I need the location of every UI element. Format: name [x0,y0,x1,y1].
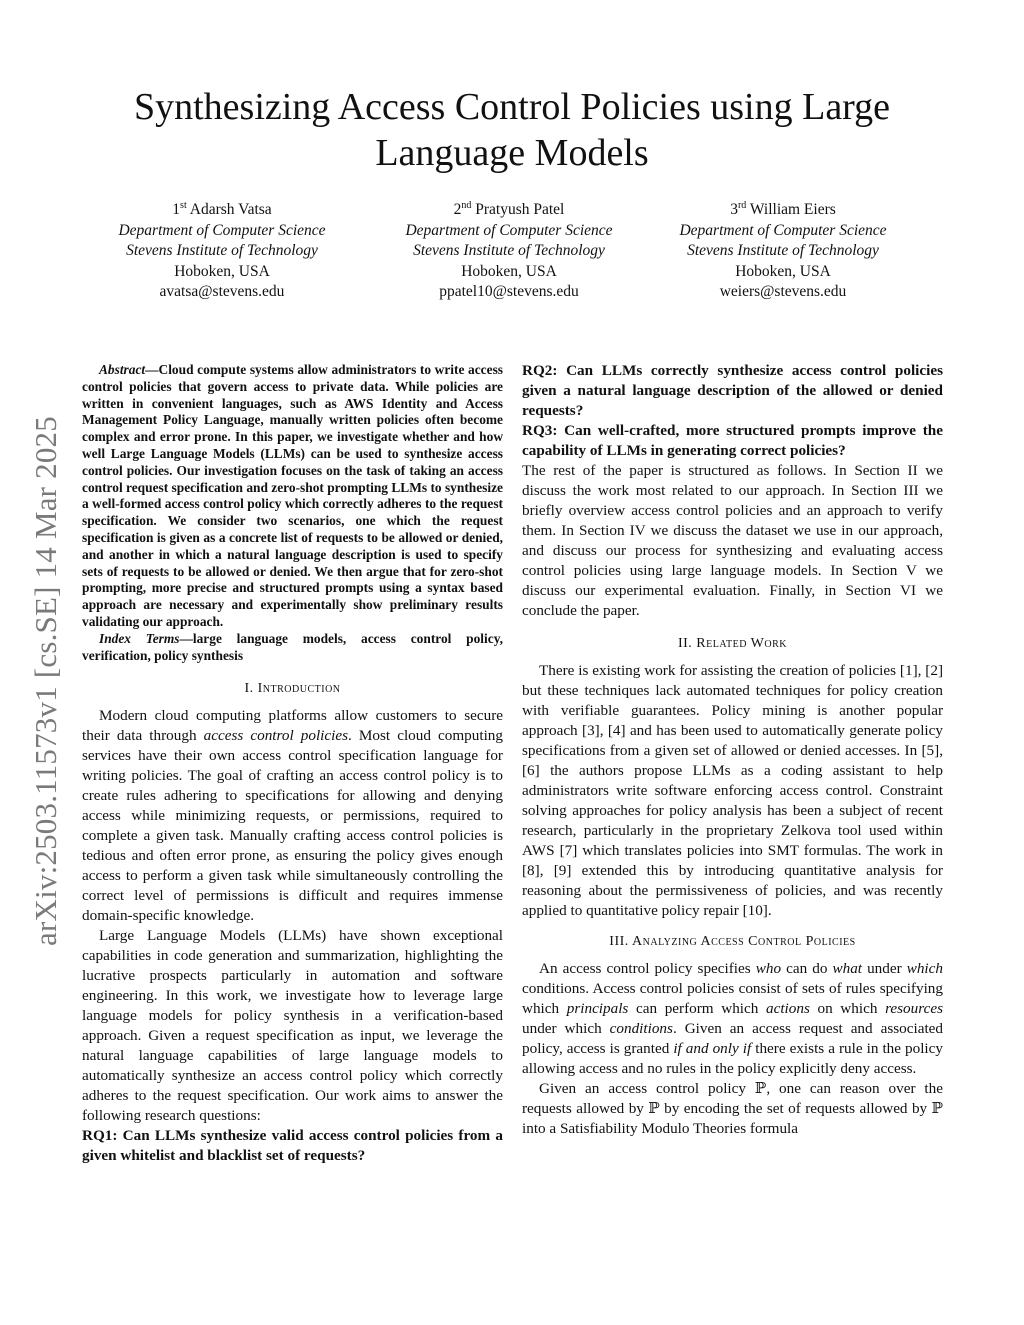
author-2 [374,200,644,303]
author-2-email: ppatel10@stevens.edu [439,283,579,300]
author-block [0,200,1024,310]
abstract-label: Abstract [99,362,146,377]
author-2-name: Pratyush Patel [475,201,565,218]
section-heading-related-work: II. Related Work [677,636,787,651]
analyzing-paragraph-1 [522,959,943,1079]
research-question-1: RQ1: Can LLMs synthesize valid access control policies from a given whitelist and blacklist set of requests? [82,1127,503,1165]
related-paragraph-1: There is existing work for assisting the creation of policies [1], [2] but these techniques lack automated techniques for policy creation with verifiable guarantees. Policy mining is another popular approach [3], [4] and has been used to automatically generate policy specifications from a given set of allowed or denied accesses. In [5], [6] the authors propose LLMs as a coding assistant to help administrators write software enforcing access control. Constraint solving approaches for policy analysis has been a subject of recent research, particularly in the proprietary Zelkova tool used within AWS [7] which translates policies into SMT formulas. The work in [8], [9] extended this by introducing quantitative analysis for reasoning about the permissiveness of policies, and was recently applied to quantitative policy repair [10]. [522,662,943,919]
author-3-inst: Stevens Institute of Technology [687,242,879,259]
author-1-name: Adarsh Vatsa [189,201,272,218]
research-question-2: RQ2: Can LLMs correctly synthesize access control policies given a natural language description of the allowed or denied requests? [522,362,943,419]
author-2-dept: Department of Computer Science [405,221,613,239]
author-3-location: Hoboken, USA [735,262,831,280]
author-1 [87,200,357,303]
research-question-3: RQ3: Can well-crafted, more structured prompts improve the capability of LLMs in generating correct policies? [522,422,943,459]
ap1-which: which [906,960,943,977]
right-column [522,362,943,1139]
intro-paragraph-3: The rest of the paper is structured as follows. In Section II we discuss the work most related to our approach. In Section III we briefly overview access control policies and an approach to verify them. In Section IV we discuss the dataset we use in our approach, and discuss our process for synthesizing and evaluating access control policies using large language models. In Section V we discuss our experimental evaluation. Finally, in Section VI we conclude the paper. [522,462,943,619]
author-1-location: Hoboken, USA [174,262,270,280]
intro-paragraph-2: Large Language Models (LLMs) have shown exceptional capabilities in code generation and summarization, highlighting the lucrative prospects particularly in automation and software engineering. In this work, we investigate how to leverage large language models for policy synthesis in a verification-based approach. Given a request specification as input, we leverage the natural language capabilities of large language models to automatically synthesize an access control policy which correctly adheres to the request specification. Our work aims to answer the following research questions: [82,927,503,1125]
index-terms-text: —large language models, access control policy, verification, policy synthesis [82,630,503,663]
section-heading-introduction: I. Introduction [244,681,341,697]
author-1-dept: Department of Computer Science [118,221,326,239]
ap1-resources: resources [885,1000,943,1017]
analyzing-paragraph-2: Given an access control policy ℙ, one can reason over the requests allowed by ℙ by encoding the set of requests allowed by ℙ into a Satisfiability Modulo Theories formula [522,1080,943,1137]
author-1-email: avatsa@stevens.edu [159,283,285,300]
ap1-t3: under [862,960,907,977]
intro-paragraph-1 [82,706,503,926]
index-terms-label: Index Terms [99,630,180,646]
paper-title: Synthesizing Access Control Policies using Large Language Models [133,86,891,174]
author-2-location: Hoboken, USA [461,262,557,280]
ap1-iff: if and only if [673,1040,752,1057]
author-2-ordinal: 2 [453,201,462,218]
ap1-actions: actions [765,1000,810,1017]
ap1-what: what [832,960,863,977]
ap1-t7: under which [522,1020,610,1037]
author-1-inst: Stevens Institute of Technology [126,242,318,259]
author-3 [648,200,918,303]
ap1-t4: conditions. Access control policies consist of sets of rules specifying which [522,980,943,1017]
ap1-t1: An access control policy specifies [539,960,756,977]
ap1-t6: on which [809,1000,886,1017]
left-column [82,362,503,1166]
author-2-ordinal-sup: nd [461,200,472,211]
index-terms [82,631,503,665]
author-3-dept: Department of Computer Science [679,221,887,239]
ap1-principals: principals [566,1000,629,1017]
abstract [82,362,503,631]
intro-p1-text-b: . Most cloud computing services have their own access control specification language for writing policies. The goal of crafting an access control policy is to create rules adhering to specifications for allowing and denying access while minimizing requests, or permissions, required to complete a given task. Manually crafting access control policies is tedious and often error prone, as ensuring the policy gives enough access to perform a given task while simultaneously controlling the correct level of permissions is difficult and requires immense domain-specific knowledge. [82,727,503,925]
author-3-email: weiers@stevens.edu [719,283,847,300]
author-2-inst: Stevens Institute of Technology [413,242,605,259]
abstract-text: —Cloud compute systems allow administrators to write access control policies that govern access to private data. While policies are written in convenient languages, such as AWS Identity and Access Management Policy Language, manually written policies often become complex and error prone. In this paper, we investigate whether and how well Large Language Models (LLMs) can be used to synthesize access control policies. Our investigation focuses on the task of taking an access control request specification and zero-shot prompting LLMs to synthesize a well-formed access control policy which correctly adheres to the request specification. We consider two scenarios, one which the request specification is given as a concrete list of requests to be allowed or denied, and another in which a natural language description is used to specify sets of requests to be allowed or denied. We then argue that for zero-shot prompting, more precise and structured prompts using a syntax based approach are necessary and experimentally show preliminary results validating our approach. [82,362,503,629]
ap1-t5: can perform which [628,1000,766,1017]
author-1-ordinal: 1 [172,201,181,218]
ap1-conditions: conditions [609,1020,673,1037]
intro-p1-emphasis: access control policies [203,727,348,745]
author-1-ordinal-sup: st [180,200,187,211]
intro-p1-text-a: Modern cloud computing platforms allow customers to secure their data through [82,707,503,745]
author-3-ordinal-sup: rd [737,200,747,211]
ap1-t8: . Given an access request and associated policy, access is granted [522,1020,944,1057]
ap1-who: who [755,960,782,977]
author-3-ordinal: 3 [730,201,738,218]
section-heading-analyzing: III. Analyzing Access Control Policies [609,934,856,949]
author-3-name: William Eiers [749,201,836,218]
arxiv-identifier: arXiv:2503.11573v1 [cs.SE] 14 Mar 2025 [28,416,63,946]
ap1-t2: can do [781,960,833,977]
ap1-t9: there exists a rule in the policy allowing access and no rules in the policy explicitly deny access. [522,1040,943,1077]
